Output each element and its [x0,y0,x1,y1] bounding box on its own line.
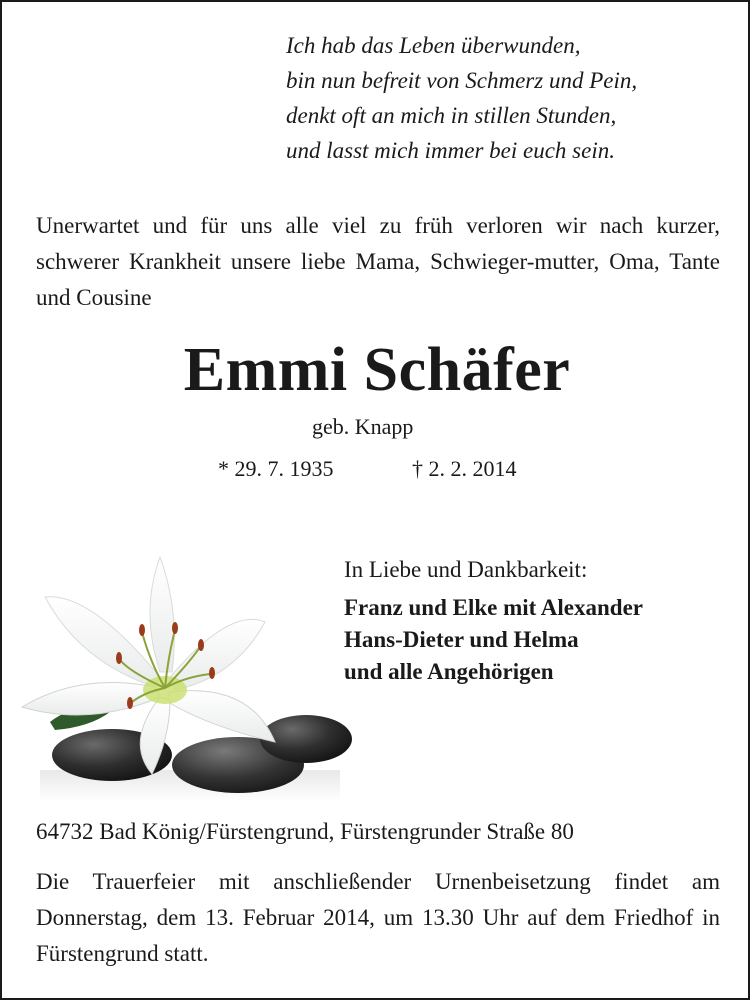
poem-line: Ich hab das Leben überwunden, [286,33,581,58]
mourner-line: Franz und Elke mit Alexander [344,595,644,620]
announcement-text: Unerwartet und für uns alle viel zu früh verloren wir nach kurzer, schwerer Krankheit unsere liebe Mama, Schwieger-mutter, Oma, Tante und Cousine [36,213,720,310]
signoff-block [344,554,724,688]
lily-on-stones-image [20,552,355,802]
mourners-list [344,592,724,688]
funeral-details: Die Trauerfeier mit anschließender Urnenbeisetzung findet am Donnerstag, dem 13. Februar 2014, um 13.30 Uhr auf dem Friedhof in Fürstengrund statt. [36,869,720,966]
signoff-phrase: In Liebe und Dankbarkeit: [344,557,588,582]
poem-line: denkt oft an mich in stillen Stunden, [286,103,617,128]
family-address: 64732 Bad König/Fürstengrund, Fürstengrunder Straße 80 [36,819,574,844]
poem-line: und lasst mich immer bei euch sein. [286,138,615,163]
death-date: † 2. 2. 2014 [412,456,517,481]
mourner-line: Hans-Dieter und Helma [344,627,579,652]
birth-date: * 29. 7. 1935 [218,456,334,481]
memorial-poem [286,28,726,168]
poem-line: bin nun befreit von Schmerz und Pein, [286,68,638,93]
maiden-name: geb. Knapp [312,414,414,439]
deceased-name: Emmi Schäfer [183,336,571,404]
mourner-line: und alle Angehörigen [344,659,554,684]
